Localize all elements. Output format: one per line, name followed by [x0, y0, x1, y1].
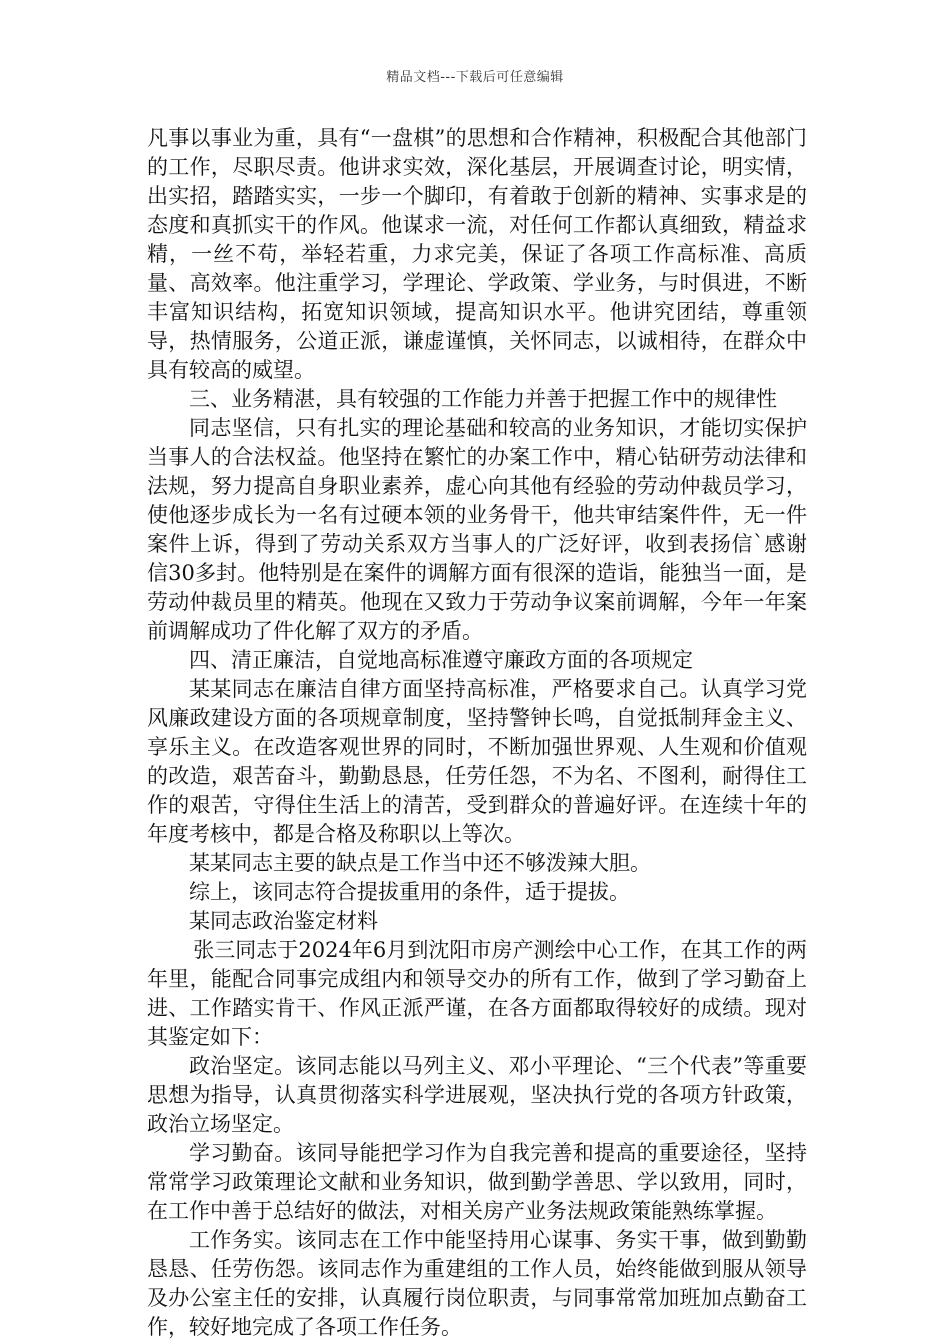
- paragraph-shortcoming: 某某同志主要的缺点是工作当中还不够泼辣大胆。: [189, 851, 651, 875]
- document-subtitle: 某同志政治鉴定材料: [189, 909, 378, 933]
- paragraph-introduction: 张三同志于2024年6月到沈阳市房产测绘中心工作，在其工作的两年里，能配合同事完成组内和领导交办的所有工作，做到了学习勤奋上进、工作踏实肯干、作风正派严谨，在各方面都取得较好的成绩。现对其鉴定如下：: [147, 938, 807, 1049]
- page-header: 精品文档---下载后可任意编辑: [386, 70, 564, 85]
- document-body: [147, 124, 807, 1342]
- section-heading-3: 三、业务精湛，具有较强的工作能力并善于把握工作中的规律性: [189, 387, 777, 411]
- paragraph-conclusion: 综上，该同志符合提拔重用的条件，适于提拔。: [189, 880, 630, 904]
- paragraph-professional-skill: 同志坚信，只有扎实的理论基础和较高的业务知识，才能切实保护当事人的合法权益。他坚持在繁忙的办案工作中，精心钻研劳动法律和法规，努力提高自身职业素养，虚心向其他有经验的劳动仲裁员学习，使他逐步成长为一名有过硬本领的业务骨干，他共审结案件件，无一件案件上诉，得到了劳动关系双方当事人的广泛好评，收到表扬信`感谢信30多封。他特别是在案件的调解方面有很深的造诣，能独当一面，是劳动仲裁员里的精英。他现在又致力于劳动争议案前调解，今年一年案前调解成功了件化解了双方的矛盾。: [147, 416, 807, 643]
- paragraph-work-attitude: 凡事以事业为重，具有“一盘棋”的思想和合作精神，积极配合其他部门的工作，尽职尽责。他讲求实效，深化基层，开展调查讨论，明实情，出实招，踏踏实实，一步一个脚印，有着敢于创新的精神、实事求是的态度和真抓实干的作风。他谋求一流，对任何工作都认真细致，精益求精，一丝不苟，举轻若重，力求完美，保证了各项工作高标准、高质量、高效率。他注重学习，学理论、学政策、学业务，与时俱进，不断丰富知识结构，拓宽知识领域，提高知识水平。他讲究团结，尊重领导，热情服务，公道正派，谦虚谨慎，关怀同志，以诚相待，在群众中具有较高的威望。: [147, 126, 807, 382]
- section-heading-4: 四、清正廉洁，自觉地高标准遵守廉政方面的各项规定: [189, 648, 693, 672]
- paragraph-political: 政治坚定。该同志能以马列主义、邓小平理论、“三个代表”等重要思想为指导，认真贯彻落实科学进展观，坚决执行党的各项方针政策，政治立场坚定。: [147, 1054, 807, 1136]
- paragraph-study: 学习勤奋。该同导能把学习作为自我完善和提高的重要途径，坚持常常学习政策理论文献和业务知识，做到勤学善思、学以致用，同时，在工作中善于总结好的做法，对相关房产业务法规政策能熟练掌握。: [147, 1141, 807, 1223]
- paragraph-work: 工作务实。该同志在工作中能坚持用心谋事、务实干事，做到勤勤恳恳、任劳伤怨。该同志作为重建组的工作人员，始终能做到服从领导及办公室主任的安排，认真履行岗位职责，与同事常常加班加点勤奋工作，较好地完成了各项工作任务。: [147, 1228, 807, 1339]
- paragraph-integrity: 某某同志在廉洁自律方面坚持高标准，严格要求自己。认真学习党风廉政建设方面的各项规章制度，坚持警钟长鸣，自觉抵制拜金主义、享乐主义。在改造客观世界的同时，不断加强世界观、人生观和价值观的改造，艰苦奋斗，勤勤恳恳，任劳任怨，不为名、不图利，耐得住工作的艰苦，守得住生活上的清苦，受到群众的普遍好评。在连续十年的年度考核中，都是合格及称职以上等次。: [147, 677, 807, 846]
